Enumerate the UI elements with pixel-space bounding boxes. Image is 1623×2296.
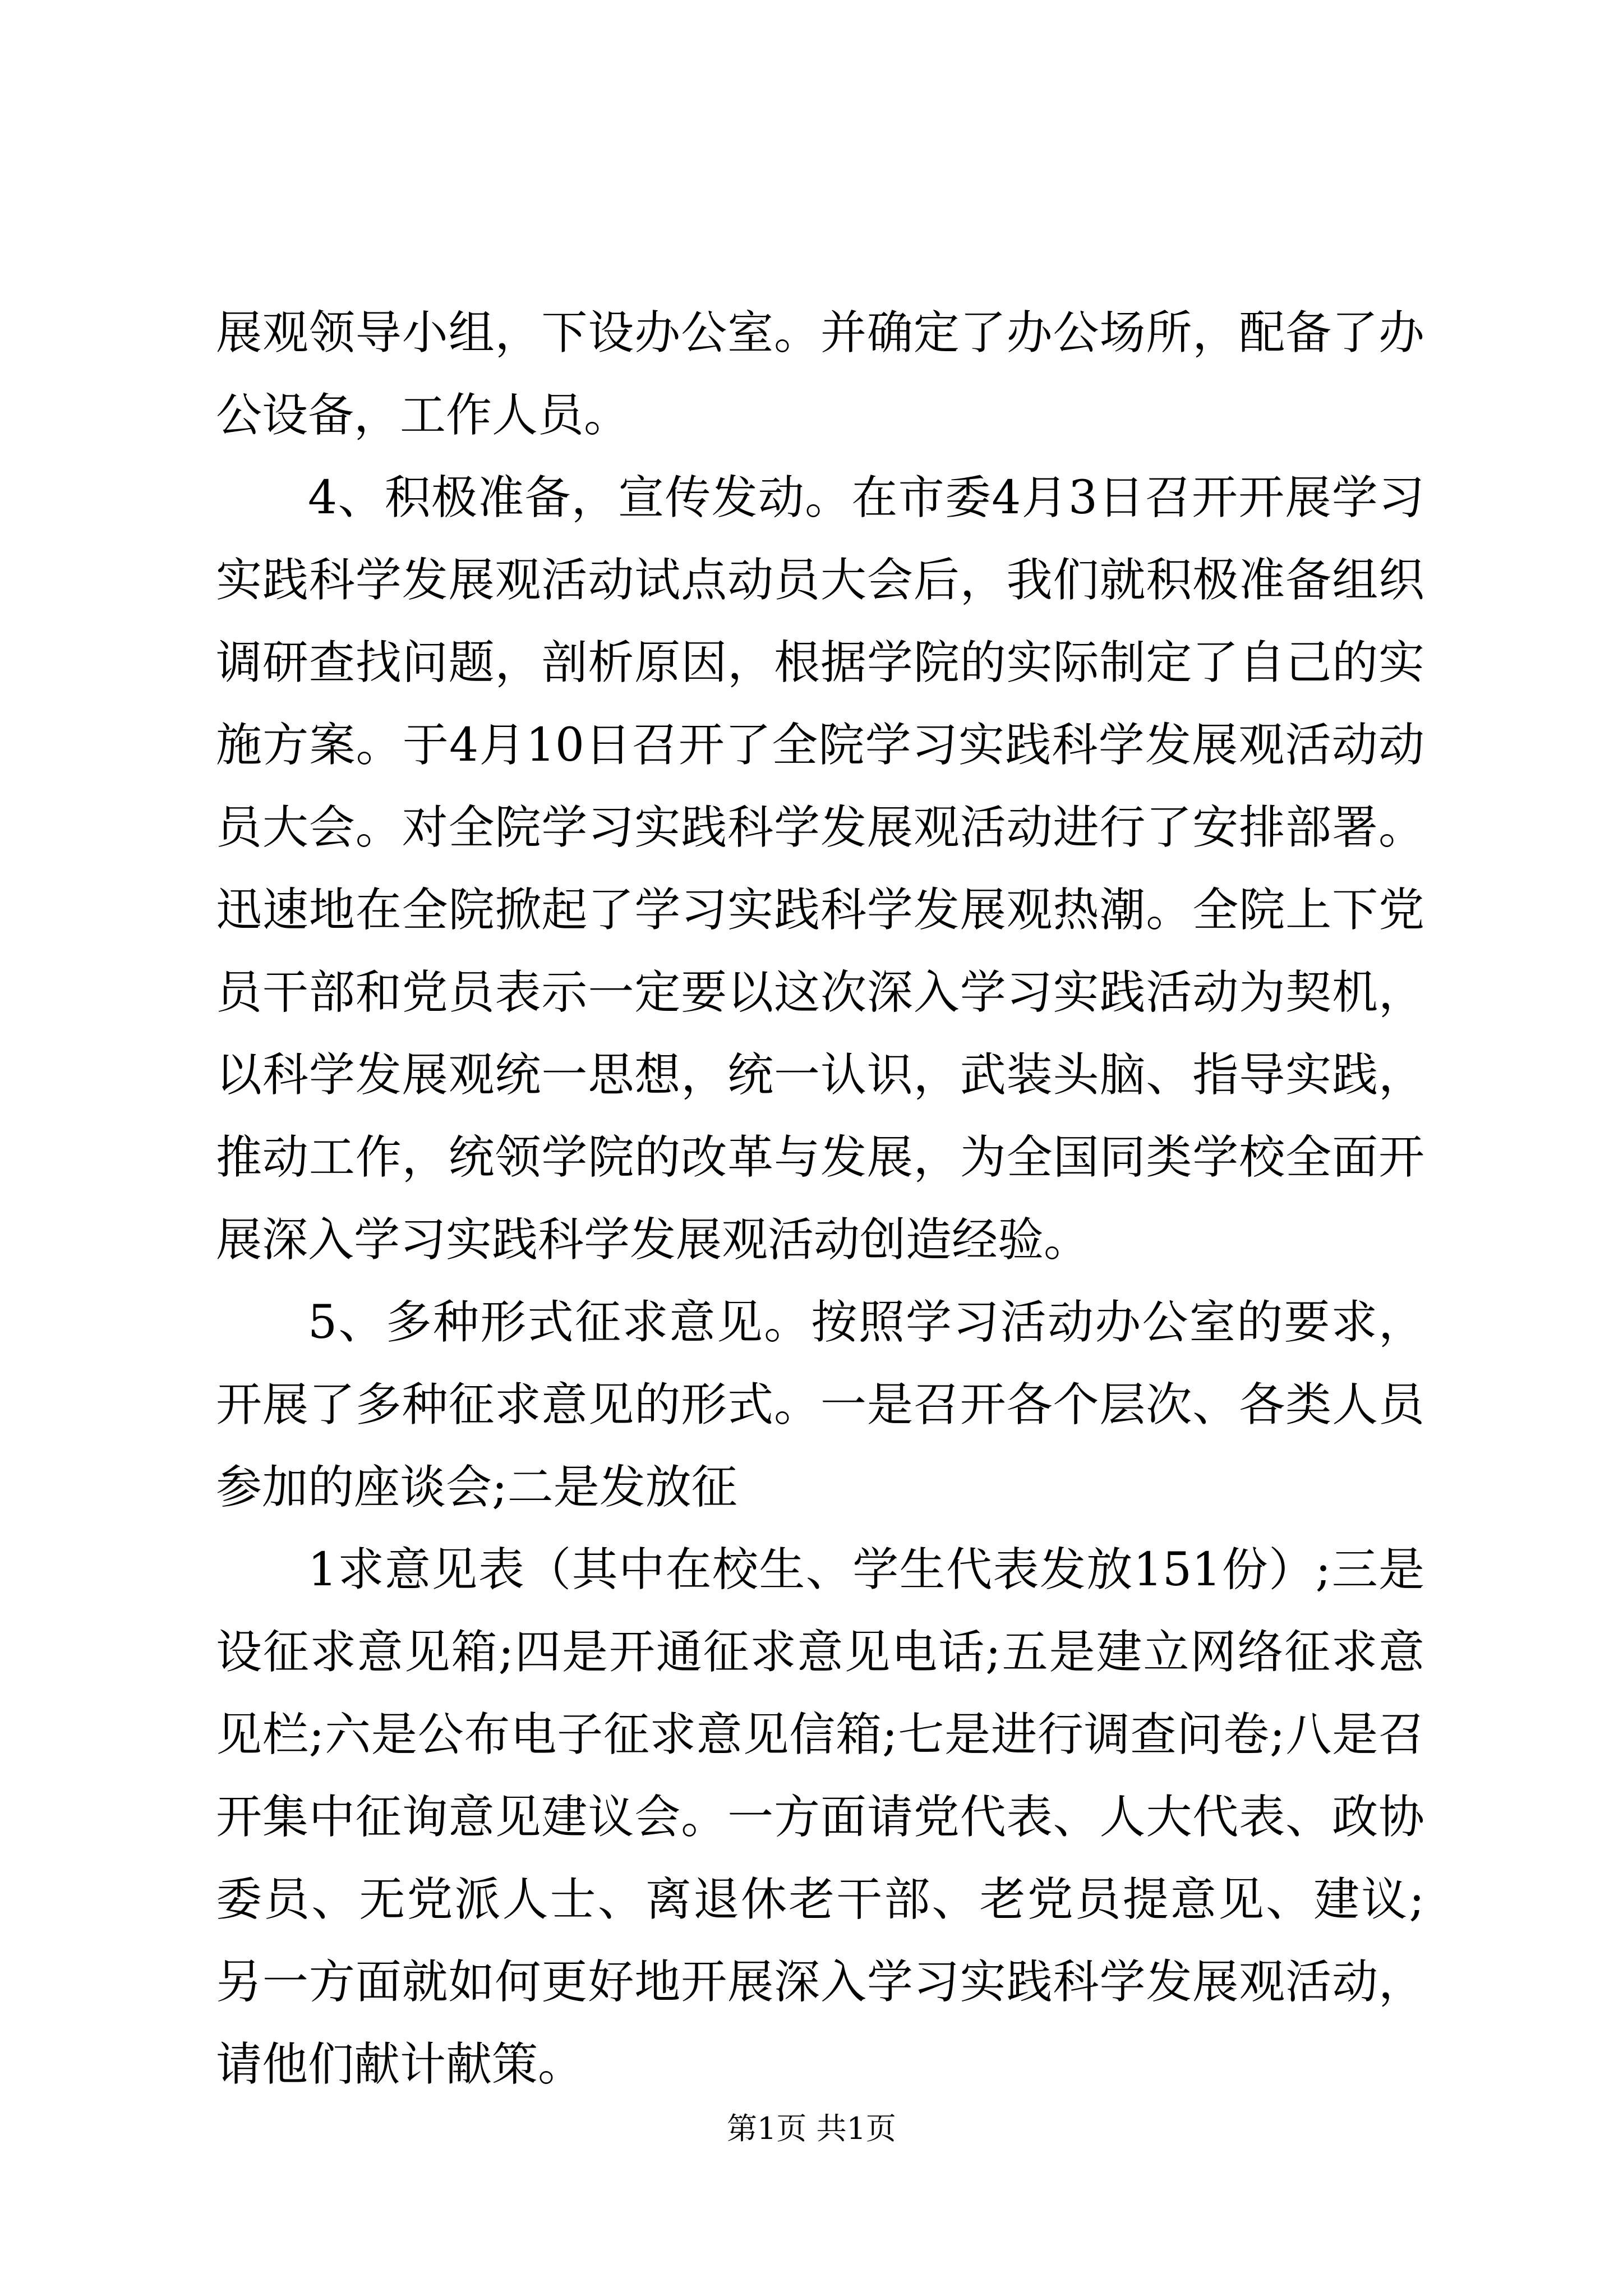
document-body <box>216 292 1424 2106</box>
page-footer <box>0 2109 1623 2148</box>
paragraph-4: 1求意见表（其中在校生、学生代表发放151份）;三是设征求意见箱;四是开通征求意见电话;五是建立网络征求意见栏;六是公布电子征求意见信箱;七是进行调查问卷;八是召开集中征询意见建议会。一方面请党代表、人大代表、政协委员、无党派人士、离退休老干部、老党员提意见、建议;另一方面就如何更好地开展深入学习实践科学发展观活动，请他们献计献策。 <box>216 1543 1424 2091</box>
paragraph-3: 5、多种形式征求意见。按照学习活动办公室的要求，开展了多种征求意见的形式。一是召开各个层次、各类人员参加的座谈会;二是发放征 <box>216 1296 1424 1514</box>
paragraph-1: 展观领导小组，下设办公室。并确定了办公场所，配备了办公设备，工作人员。 <box>216 306 1424 442</box>
page-number-label: 第1页 共1页 <box>727 2111 896 2146</box>
paragraph-2: 4、积极准备，宣传发动。在市委4月3日召开开展学习实践科学发展观活动试点动员大会后，我们就积极准备组织调研查找问题，剖析原因，根据学院的实际制定了自己的实施方案。于4月10日召开了全院学习实践科学发展观活动动员大会。对全院学习实践科学发展观活动进行了安排部署。迅速地在全院掀起了学习实践科学发展观热潮。全院上下党员干部和党员表示一定要以这次深入学习实践活动为契机，以科学发展观统一思想，统一认识，武装头脑、指导实践，推动工作，统领学院的改革与发展，为全国同类学校全面开展深入学习实践科学发展观活动创造经验。 <box>216 471 1424 1267</box>
